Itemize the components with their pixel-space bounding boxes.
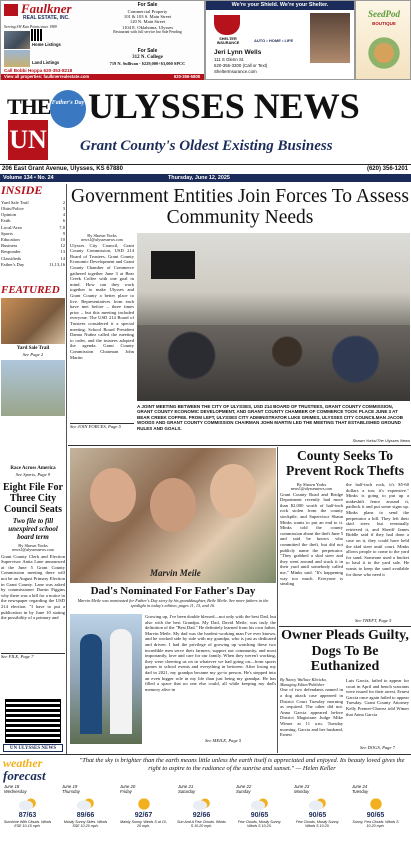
sun-icon — [134, 797, 154, 811]
land-photo — [4, 50, 30, 67]
county-body: Grant County Road and Bridge Department recently had more than $2,000 worth of half-inch rock stolen from the county stockpile, and Supervisor Shaun Minks wants to put an end to it. Minks told the county commission about the theft June 5 and said he knows who committed the theft, but did not publicly name the perpetrator. "They grabbed a skid steer and they went around and stuck it in their yard until somebody called me," Minks said. "It's happening way too much. Everyone is stealing — [280, 491, 343, 587]
forecast-date: June 23 — [294, 784, 310, 789]
masthead-address: 206 East Grant Avenue, Ulysses, KS 67880 — [2, 166, 123, 172]
inside-item[interactable] — [1, 262, 65, 268]
cloud-icon — [308, 797, 328, 811]
man-figure — [110, 629, 132, 734]
land-listings-link[interactable]: Land Listings — [32, 60, 60, 65]
eight-file-deck: Two file to fill unexpired school board term — [8, 517, 58, 541]
yard-sale-photo[interactable] — [1, 298, 65, 344]
main-story-text — [70, 233, 134, 433]
inside-box — [1, 184, 65, 281]
horizontal-rule — [68, 445, 411, 446]
meile-family-photo[interactable] — [70, 448, 276, 583]
agent-address: 111 S Glenn St. — [214, 57, 245, 62]
forsale-title-2: For Sale — [137, 48, 158, 54]
forsale-line: 101 & 103 S. Main Street — [123, 14, 172, 20]
forecast-weekday: Tuesday — [352, 788, 369, 794]
shelter-logo: SHELTER INSURANCE — [216, 37, 240, 46]
main-headline[interactable]: Government Entities Join Forces To Assess Community Needs — [71, 186, 409, 228]
forecast-date: June 19 — [62, 784, 78, 789]
county-headline[interactable]: County Seeks To Prevent Rock Thefts — [286, 448, 404, 478]
faulkner-ad[interactable] — [0, 0, 205, 80]
inside-item-name: Responder — [1, 249, 21, 255]
agent-photo — [310, 13, 350, 63]
eight-file-story — [1, 482, 65, 698]
forecast-date: June 24 — [352, 784, 368, 789]
forecast-weekday: Wednesday — [4, 788, 27, 794]
cloud-icon — [76, 797, 96, 811]
county-jump[interactable]: See THEFT, Page 5 — [355, 618, 392, 623]
eight-file-jump[interactable]: See FILE, Page 7 — [1, 653, 65, 659]
main-email: news1@ulyssesnews.com — [81, 237, 123, 243]
inside-item-name: Classifieds — [1, 255, 22, 261]
home-listings-link[interactable]: Home Listings — [32, 42, 61, 47]
inside-item-name: Obits/Police — [1, 206, 24, 211]
seedpod-ad[interactable] — [355, 0, 411, 80]
masthead-the: THE — [7, 94, 51, 119]
faulkner-name: Faulkner — [21, 1, 72, 16]
forecast-date: June 21 — [178, 784, 194, 789]
divider — [0, 164, 411, 165]
owner-headline[interactable]: Owner Pleads Guilty, Dogs To Be Euthanized — [281, 628, 409, 674]
forecast-weekday: Thursday — [62, 788, 80, 794]
inside-item-name: Faith — [1, 218, 11, 224]
faulkner-url-text: View all properties: faulknerrealestate.com — [4, 74, 90, 79]
issue-date: Thursday, June 12, 2025 — [168, 175, 230, 181]
meeting-caption: A JOINT MEETING BETWEEN THE CITY OF ULYSSES, USD 214 BOARD OF TRUSTEES, GRANT COUNTY COMMISSION, GRANT COUNTY ECONOMIC DEVELOPMENT, AND GRANT COUNTY CHAMBER OF COMMERCE TOOK PLACE JUNE 3 AT BEAR CREEK COFFEE. FROM LEFT, ULYSSES CITY ADMINISTRATOR LUKE GRIMES, ULYSSES CITY COUNCILMAN JACOB WOODS AND GRANT COUNTY COMMISSION CHAIRMAN JOHN MARTIN LED THE MEETING THAT ESTABLISHED GROUND RULES AND GOALS. — [137, 404, 403, 431]
forecast-temps: 90/65 — [366, 811, 385, 819]
inside-item-page: 3 — [62, 206, 65, 211]
horizontal-rule — [279, 626, 411, 627]
inside-item-page: 9 — [62, 230, 65, 236]
dads-body: Growing up, I've been double blessed—not only with the best Dad, but also with the best Grandpa. My Dad, David Meile, was truly the definition of the "Best Dad." He definitely learned from his own father, Marvin Meile. My dad was the hardest-working man I've ever known, and he worked side by side with my grandpa, who is just as dedicated and driven. I had the privilege of growing up watching these two incredible men serve their farmers, support our community, and most importantly, love and care for our family. When they weren't working, they were cheering us on in whatever we had going on—from sports games to school events and everything in between. After losing my dad in 2021, my grandpa became my go-to person. He's stepped into an even bigger role in my life than just being my grandpa. He has filled a space that no one else could, all while keeping my dad's memory alive in — [145, 614, 276, 692]
forecast-temps: 92/67 — [134, 811, 153, 819]
inside-item-page: 2 — [62, 199, 65, 205]
forecast-weekday: Saturday — [178, 788, 196, 794]
inside-item-name: Sports — [1, 230, 13, 236]
inside-item-name: Father's Day — [1, 261, 25, 267]
face — [210, 464, 256, 518]
weather-section — [0, 754, 411, 849]
fathers-day-badge — [50, 90, 86, 128]
forsale-line: 120 N. Main Street — [129, 19, 166, 25]
faulkner-phone: Call Bobbi Hoppa 620-353-8218 — [4, 68, 73, 73]
crowd — [137, 325, 410, 401]
forecast-desc: Few Clouds, Mostly Sunny. Winds S 10-20. — [237, 819, 282, 829]
owner-col-2 — [346, 678, 409, 740]
forsale-line: 312 N. College — [132, 54, 163, 60]
race-photo[interactable] — [1, 360, 65, 416]
forecast-date: June 18 — [4, 784, 20, 789]
eight-file-email: news1@ulyssesnews.com — [12, 547, 54, 553]
men-photo[interactable] — [70, 614, 142, 744]
forecast-desc: Mainly Sunny. Winds S at 10-20 mph. — [120, 819, 167, 829]
seedpod-sub: BOUTIQUE — [372, 21, 396, 26]
featured-heading: FEATURED — [1, 284, 60, 296]
inside-item-page: 11,13,16 — [49, 261, 65, 267]
faulkner-sub: REAL ESTATE, INC. — [23, 15, 70, 21]
eight-file-body: Grant County Clerk and Election Supervisor Anita Lane announced at the June 5 Grant County Commission meeting there will not be an August Primary Election in Grant County. Lane was asked by commissioner Darrin Figgins why there was a bill for a notice in the newspaper regarding the USD 214 election. "I have to put a publication in by June 10 stating the possibility of a primary and — [1, 553, 65, 621]
agent-name: Jeri Lynn Wells — [214, 49, 262, 56]
inside-item-page: 13 — [60, 249, 65, 255]
forecast-weekday: Friday — [120, 788, 132, 794]
forsale-title-1: For Sale — [137, 2, 158, 8]
owner-col-1 — [280, 678, 343, 745]
county-body-cont: the half-inch rock, it's $5-60 dollars a ton; it's expensive." Minks is going to put up a makeshift fence around it, padlock it and put some signs up. Minks plans to send the perpetrator a bill. They left their skid steer, but eventually retrieved it, and Sheriff James Biddle said if they had done a case on it, they could have held the skid steer until court. Minks allows people to come to the yard for sand. Someone used a bucket to haul it to the yard sale. He wants to keep the sand available for those who need it — [346, 482, 409, 577]
faulkner-phone2: 620-356-5808 — [173, 74, 200, 79]
forecast-day — [2, 785, 53, 833]
dads-caption: Marvin Meile was nominated for Father's Day story by his granddaughter, Beile Meile. See more fathers in the spotlight in today's edition, pages 11, 15, and 16. — [77, 598, 269, 609]
inside-item-name: Education — [1, 237, 20, 243]
eight-file-headline[interactable]: Eight File For Three City Council Seats — [3, 482, 63, 515]
forecast-temps: 87/63 — [18, 811, 37, 819]
forecast-day — [234, 785, 285, 833]
shelter-site[interactable]: ShelterInsurance.com — [214, 69, 257, 74]
forecast-desc: Sun And A Few Clouds. Winds S 10-20 mph. — [177, 819, 226, 829]
cloud-icon — [192, 797, 212, 811]
volume-issue: Volume 134 • No. 24 — [3, 175, 54, 181]
inside-item-page: 12 — [60, 243, 65, 249]
forecast-desc: Mostly Sunny Skies. Winds SSE 10-20 mph. — [63, 819, 108, 829]
house-logo-icon — [4, 4, 18, 16]
forecast-weekday: Sunday — [236, 788, 251, 794]
featured-item-1-page: See Page 2 — [22, 352, 44, 357]
signature: Marvin Meile — [150, 568, 201, 578]
forecast-day — [60, 785, 111, 833]
meeting-photo[interactable] — [137, 233, 410, 401]
faulkner-url[interactable] — [1, 74, 204, 80]
seedpod-name: SeedPod — [368, 9, 400, 19]
forecast-desc: Few Clouds, Mostly Sunny. Winds S 10-20. — [295, 819, 340, 829]
inside-item-name: Yard Sale Trail — [1, 199, 29, 205]
main-body: Ulysses City Council, Grant County Commission, USD 214 Board of Trustees, Grant County Economic Development and Grant County Chamber of Commerce gathered together June 3 at Bear Creek Coffee with one goal in mind. How can they work together to make Ulysses and Grant County a better place to live. Representatives from each have met before – three times prior – but this meeting included everyone. The USD 214 Board of Trustees considered it a special meeting. School Board President Danna Nuñez called the meeting to order, and the trustees adopted the agenda. Grant County Commission Chairman John Martin — [70, 242, 134, 360]
forecast-temps: 90/65 — [308, 811, 327, 819]
sun-icon — [366, 797, 386, 811]
masthead — [0, 82, 411, 182]
county-col-1 — [280, 482, 343, 610]
featured-item-2[interactable]: Race Across America — [10, 466, 56, 471]
meeting-credit: Shawn Yorks/The Ulysses News — [352, 438, 410, 443]
face — [90, 468, 136, 522]
forecast-desc: Sunshine With Clouds. Winds ESE 10-15 mph. — [3, 819, 52, 829]
eight-file-byline: By Shawn Yorks — [18, 543, 48, 548]
owner-body: One of two defendants named in a dog attack case appeared in District Court Tuesday morning as required. The other did not. Anna Garcia appeared before District Magistrate Judge Mike Wimer at 11 a.m. Tuesday morning. Garcia and her husband, Ernest — [280, 687, 343, 738]
shelter-ad[interactable] — [205, 0, 355, 80]
forecast-day — [176, 785, 227, 833]
weather-quote: "That the sky is brighter than the earth means little unless the earth itself is appreciated and enjoyed. Its beauty loved gives the right to aspire to the radiance of the sunrise and sunset." — Helen Keller — [79, 757, 405, 772]
inside-heading: INSIDE — [1, 183, 43, 197]
gift-image — [364, 33, 404, 73]
inside-item-page: 6 — [62, 218, 65, 224]
owner-role: Managing Editor/Publisher — [280, 681, 325, 687]
date-bar — [0, 174, 411, 182]
shelter-products: AUTO • HOME • LIFE — [254, 38, 294, 43]
forecast-temps: 89/66 — [76, 811, 95, 819]
home-photo — [4, 31, 30, 49]
forecast-day — [292, 785, 343, 833]
inside-item-page: 4 — [62, 212, 65, 218]
owner-byline: By Nancy Wallace Kleticka, — [280, 677, 327, 682]
footer-logo: UN ULYSSES NEWS — [3, 744, 63, 752]
inside-item-page: 10 — [60, 237, 65, 243]
forecast-temps: 92/66 — [192, 811, 211, 819]
main-byline: By Shawn Yorks — [87, 233, 117, 238]
forsale-line: Restaurant with full service bar Sale Pending — [113, 29, 182, 34]
masthead-phone: (620) 356-1201 — [366, 166, 408, 172]
county-story — [280, 482, 410, 616]
man-figure — [80, 634, 102, 734]
masthead-title: ULYSSES NEWS — [88, 86, 360, 126]
inside-item-name: Opinion — [1, 212, 17, 218]
cloud-icon — [18, 797, 38, 811]
county-byline: By Shawn Yorks — [296, 482, 327, 487]
column-rule — [277, 447, 278, 753]
forecast-row — [2, 785, 411, 845]
forsale-line: Commercial Property — [127, 8, 168, 14]
agent-phone: 620-356-3300 (Call or Text) — [214, 63, 268, 68]
featured-item-1[interactable]: Yard Sale Trail — [16, 346, 50, 351]
forecast-day — [350, 785, 401, 833]
cloud-icon — [250, 797, 270, 811]
inside-item-page: 7,8 — [59, 224, 65, 230]
county-col-2 — [346, 482, 409, 610]
inside-item-name: Local/Area — [1, 224, 22, 230]
inside-item-name: Business — [1, 243, 18, 249]
qr-code-icon — [31, 29, 43, 41]
inside-item-page: 14 — [60, 255, 65, 261]
owner-jump[interactable]: See DOGS, Page 7 — [360, 745, 395, 750]
forsale-line: 719 N. Sullivan - $229,000+$3,000 SPCC — [109, 60, 186, 66]
inside-list — [1, 200, 65, 268]
featured-box — [1, 284, 65, 394]
forecast-weekday: Monday — [294, 788, 310, 794]
dads-headline[interactable]: Dad's Nominated For Father's Day — [90, 585, 256, 597]
forecast-date: June 20 — [120, 784, 136, 789]
fathers-day-badge-text: Father's Day — [51, 100, 85, 106]
shelter-headline: We're your Shield. We're your Shelter. — [206, 1, 354, 10]
forecast-day — [118, 785, 169, 833]
forsale-line: 1104 E. Oklahoma, Ulysses — [122, 24, 173, 30]
tv-screen — [151, 251, 195, 279]
forecast-title: forecast — [3, 768, 46, 783]
main-jump[interactable]: See JOIN FORCES, Page 5 — [70, 423, 134, 429]
forsale-box-1 — [91, 3, 204, 43]
county-email: news1@ulyssesnews.com — [290, 486, 333, 492]
column-rule — [66, 184, 67, 754]
dads-jump[interactable]: See MEILE, Page 5 — [205, 738, 242, 743]
forecast-temps: 90/65 — [250, 811, 269, 819]
qr-code-icon — [6, 700, 60, 742]
weather-title: weather — [3, 756, 43, 770]
forecast-date: June 22 — [236, 784, 252, 789]
faulkner-tag: Serving SW Kan Points since 1989 — [4, 25, 57, 29]
owner-story — [280, 678, 410, 748]
forsale-box-2 — [91, 49, 204, 71]
owner-body-cont: Luis Garcia, failed to appear for court in April and bench warrants were issued for their arrest. Ernest Garcia once again failed to appear Tuesday. Grant County Attorney Kelly Premer-Chavez told Wimer that Anna Garcia — [346, 678, 409, 717]
forecast-desc: Sunny, Few Clouds. Winds S 10-20 mph. — [352, 819, 399, 829]
shield-icon — [214, 15, 240, 35]
masthead-tagline: Grant County's Oldest Existing Business — [80, 138, 333, 154]
un-logo: UN — [8, 120, 48, 160]
featured-item-2-page: See Sports, Page 9 — [15, 472, 51, 477]
face — [150, 478, 196, 532]
